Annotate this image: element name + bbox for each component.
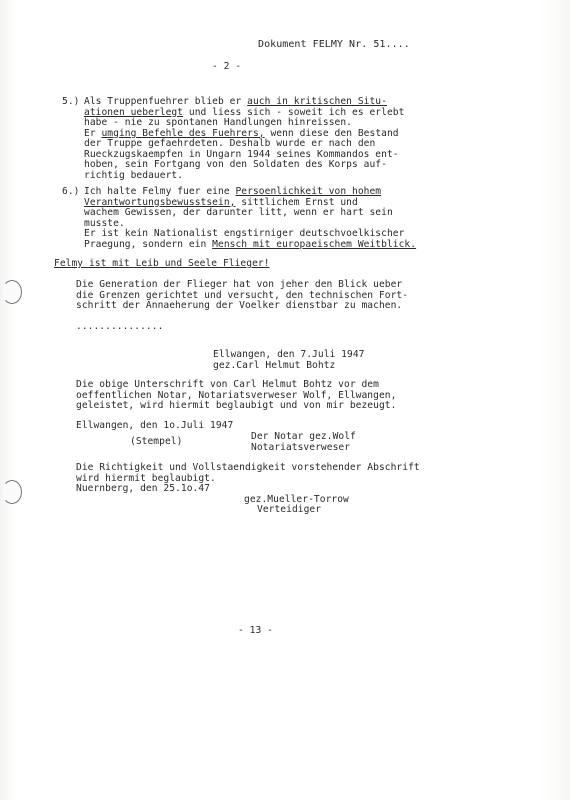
paragraph-line: Die obige Unterschrift von Carl Helmut Bohtz vor dem: [76, 379, 379, 390]
paragraph-line: geleistet, wird hiermit beglaubigt und von mir bezeugt.: [76, 400, 397, 411]
paragraph-line: wird hiermit beglaubigt.: [76, 472, 216, 484]
defender-signature: gez.Mueller-Torrow: [244, 493, 349, 505]
paragraph-line: schritt der Annaeherung der Voelker dienstbar zu machen.: [76, 300, 403, 311]
paragraph-line: Er umging Befehle des Fuehrers, wenn diese den Bestand: [84, 127, 399, 139]
notar-signature: Der Notar gez.Wolf: [251, 431, 356, 442]
defender-role: Verteidiger: [257, 504, 322, 515]
notar-title: Notariatsverweser: [251, 441, 351, 453]
stamp-note: (Stempel): [130, 436, 183, 447]
paragraph-line: hoben, sein Fortgang von den Soldaten des Korps auf-: [84, 159, 387, 170]
paragraph-line: wachem Gewissen, der darunter litt, wenn er hart sein: [84, 207, 393, 218]
paragraph-line: die Grenzen gerichtet und versucht, den technischen Fort-: [76, 289, 409, 301]
paragraph-line: oeffentlichen Notar, Notariatsverweser Wolf, Ellwangen,: [76, 389, 397, 401]
document-number: 51....: [373, 39, 410, 50]
paragraph-line: ationen ueberlegt und liess sich - soweit ich es erlebt: [84, 106, 405, 118]
signature-name: gez.Carl Helmut Bohtz: [213, 359, 336, 371]
page-marker: - 2 -: [212, 61, 242, 72]
paragraph-line: musste.: [84, 217, 125, 229]
paragraph-line: Praegung, sondern ein Mensch mit europaeischem Weitblick.: [84, 238, 417, 250]
paragraph-line: Ich halte Felmy fuer eine Persoenlichkeit von hohem: [84, 186, 382, 197]
paragraph-line: Die Richtigkeit und Vollstaendigkeit vorstehender Abschrift: [76, 462, 420, 473]
certification-place-date: Ellwangen, den 1o.Juli 1947: [76, 420, 234, 431]
paragraph-line: Die Generation der Flieger hat von jeher den Blick ueber: [76, 279, 403, 290]
item-number: 6.): [62, 186, 80, 197]
paragraph-line: der Truppe gefaehrdeten. Deshalb wurde er nach den: [84, 138, 376, 149]
paragraph-line: habe - nie zu spontanen Handlungen hinreissen.: [84, 117, 352, 128]
punch-hole: [2, 480, 22, 504]
copy-place-date: Nuernberg, den 25.1o.47: [76, 483, 210, 494]
paragraph-line: Er ist kein Nationalist engstirniger deutschvoelkischer: [84, 228, 405, 239]
page-number: - 13 -: [238, 625, 273, 636]
paragraph-line: Als Truppenfuehrer blieb er auch in kritischen Situ-: [84, 96, 387, 107]
punch-hole: [2, 280, 22, 304]
paragraph-line: Rueckzugskaempfen in Ungarn 1944 seines Kommandos ent-: [84, 148, 399, 160]
item-number: 5.): [62, 96, 80, 107]
ellipsis-dots: ...............: [76, 321, 164, 332]
document-reference: Dokument FELMY Nr. 51....: [258, 39, 410, 50]
paragraph-line: Verantwortungsbewusstsein, sittlichem Ernst und: [84, 196, 358, 208]
section-heading: Felmy ist mit Leib und Seele Flieger!: [54, 258, 270, 269]
paragraph-line: richtig bedauert.: [84, 169, 184, 181]
signature-place-date: Ellwangen, den 7.Juli 1947: [213, 349, 365, 360]
